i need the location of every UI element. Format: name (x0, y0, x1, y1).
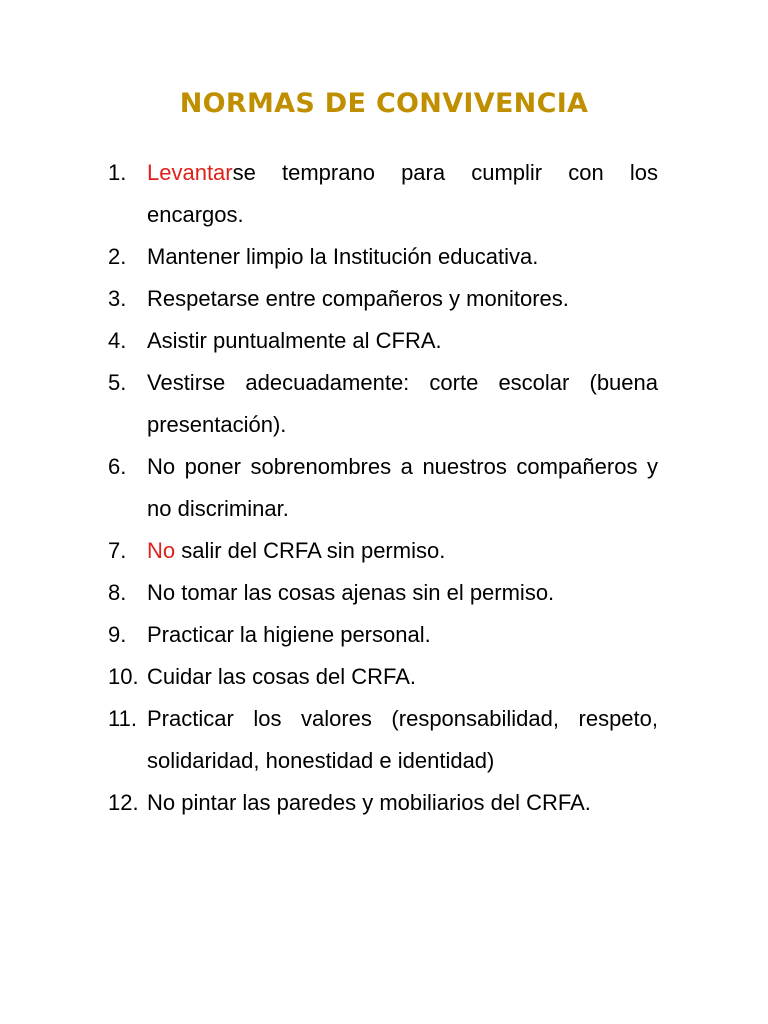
list-item (108, 362, 658, 446)
list-item (108, 236, 658, 278)
item-text: No pintar las paredes y mobiliarios del CRFA. (147, 790, 591, 815)
item-number: 11. (108, 706, 137, 731)
item-number: 5. (108, 370, 127, 395)
highlighted-word: Levantar (147, 160, 233, 185)
item-number: 7. (108, 538, 127, 563)
item-text: Mantener limpio la Institución educativa. (147, 244, 539, 269)
item-text: Cuidar las cosas del CRFA. (147, 664, 416, 689)
item-number: 3. (108, 286, 127, 311)
list-item (108, 782, 658, 824)
item-text: Practicar los valores (responsabilidad, respeto, solidaridad, honestidad e identidad) (147, 706, 658, 773)
item-text: No tomar las cosas ajenas sin el permiso. (147, 580, 555, 605)
list-item (108, 656, 658, 698)
item-number: 6. (108, 454, 127, 479)
item-body: salir del CRFA sin permiso. (175, 538, 446, 563)
highlighted-word: No (147, 538, 176, 563)
item-text: Practicar la higiene personal. (147, 622, 431, 647)
list-item (108, 572, 658, 614)
item-text: Respetarse entre compañeros y monitores. (147, 286, 569, 311)
item-text (147, 152, 658, 236)
item-number: 2. (108, 244, 127, 269)
item-text (147, 530, 658, 572)
page-title: NORMAS DE CONVIVENCIA (179, 88, 589, 119)
item-number: 12. (108, 790, 139, 815)
list-item (108, 530, 658, 572)
rules-list (108, 152, 658, 824)
list-item (108, 698, 658, 782)
item-text: Vestirse adecuadamente: corte escolar (buena presentación). (147, 370, 658, 437)
item-body: se temprano para cumplir con los encargos. (147, 160, 658, 227)
item-number: 8. (108, 580, 127, 605)
item-number: 1. (108, 160, 127, 185)
list-item (108, 446, 658, 530)
item-number: 10. (108, 664, 139, 689)
list-item (108, 614, 658, 656)
item-text: No poner sobrenombres a nuestros compañeros y no discriminar. (147, 454, 658, 521)
list-item (108, 320, 658, 362)
list-item (108, 278, 658, 320)
item-text: Asistir puntualmente al CFRA. (147, 328, 442, 353)
list-item (108, 152, 658, 236)
item-number: 4. (108, 328, 127, 353)
item-number: 9. (108, 622, 127, 647)
